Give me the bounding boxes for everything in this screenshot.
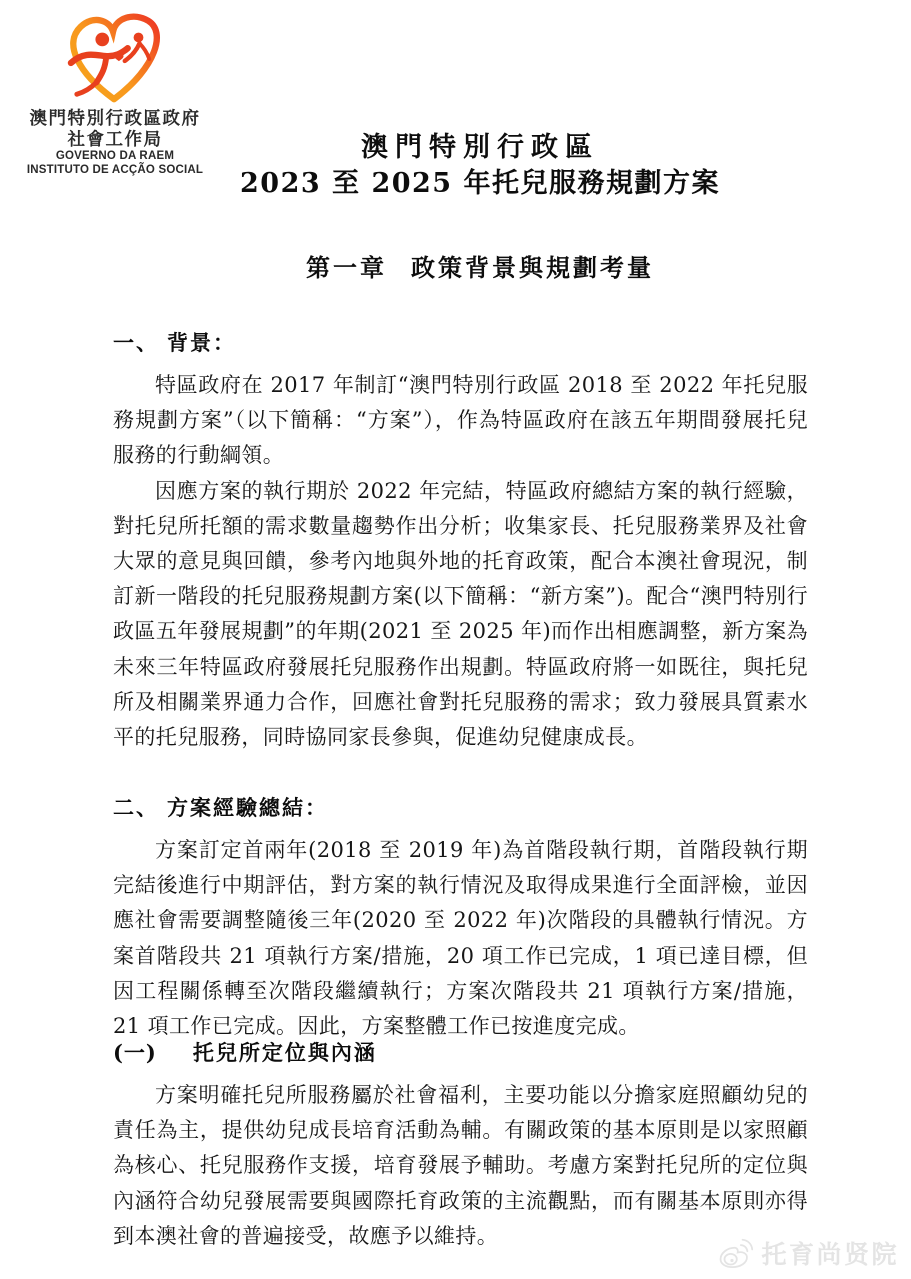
paragraph: 特區政府在 2017 年制訂“澳門特別行政區 2018 至 2022 年托兒服務規劃方案”（以下簡稱：“方案”），作為特區政府在該五年期間發展托兒服務的行動綱領。 xyxy=(113,373,808,468)
section-1-title: 背景： xyxy=(167,330,236,355)
subsection-1-heading xyxy=(113,1036,808,1070)
subsection-positioning xyxy=(113,1036,808,1254)
subsection-1-number: (一) xyxy=(113,1040,157,1065)
section-2-heading xyxy=(113,791,808,825)
org-name-pt-line1: GOVERNO DA RAEM xyxy=(55,150,175,162)
document-title xyxy=(140,130,820,202)
document-title-line1: 澳門特別行政區 xyxy=(361,132,599,163)
subsection-1-title: 托兒所定位與內涵 xyxy=(192,1040,377,1065)
paragraph: 方案明確托兒所服務屬於社會福利，主要功能以分擔家庭照顧幼兒的責任為主，提供幼兒成長培育活動為輔。有關政策的基本原則是以家照顧為核心、托兒服務作支援，培育發展予輔助。考慮方案對托兒所的定位與內涵符合幼兒發展需要與國際托育政策的主流觀點，而有關基本原則亦得到本澳社會的普遍接受，故應予以維持。 xyxy=(113,1083,808,1248)
heart-figures-logo-icon xyxy=(56,12,174,106)
chapter-heading xyxy=(140,248,820,283)
org-name-zh-line2: 社會工作局 xyxy=(67,129,163,149)
org-name-zh-line1: 澳門特別行政區政府 xyxy=(29,108,201,128)
section-plan-summary xyxy=(113,791,808,1044)
chapter-number: 第一章 xyxy=(306,253,387,282)
section-2-number: 二、 xyxy=(113,795,159,820)
org-name-pt-line2: INSTITUTO DE ACÇÃO SOCIAL xyxy=(26,163,204,176)
document-title-line2: 2023 至 2025 年托兒服務規劃方案 xyxy=(240,168,720,199)
chapter-title: 政策背景與規劃考量 xyxy=(411,253,654,282)
section-1-heading xyxy=(113,326,808,360)
paragraph: 因應方案的執行期於 2022 年完結，特區政府總結方案的執行經驗，對托兒所托額的需求數量趨勢作出分析；收集家長、托兒服務業界及社會大眾的意見與回饋，參考內地與外地的托育政策，配合本澳社會現況，制訂新一階段的托兒服務規劃方案(以下簡稱：“新方案”)。配合“澳門特別行政區五年發展規劃”的年期(2021 至 2025 年)而作出相應調整，新方案為未來三年特區政府發展托兒服務作出規劃。特區政府將一如既往，與托兒所及相關業界通力合作，回應社會對托兒服務的需求；致力發展具質素水平的托兒服務，同時協同家長參與，促進幼兒健康成長。 xyxy=(113,478,808,750)
section-background xyxy=(113,326,808,755)
paragraph: 方案訂定首兩年(2018 至 2019 年)為首階段執行期，首階段執行期完結後進行中期評估，對方案的執行情況及取得成果進行全面評檢，並因應社會需要調整隨後三年(2020 至 2022 年)次階段的具體執行情況。方案首階段共 21 項執行方案/措施，20 項工作已完成，1 項已達目標，但因工程關係轉至次階段繼續執行；方案次階段共 21 項執行方案/措施，21 項工作已完成。因此，方案整體工作已按進度完成。 xyxy=(113,838,808,1039)
section-2-title: 方案經驗總結： xyxy=(167,795,328,820)
weibo-icon xyxy=(717,1237,754,1269)
watermark-text: 托育尚贤院 xyxy=(761,1241,899,1269)
watermark xyxy=(717,1235,899,1271)
section-1-number: 一、 xyxy=(113,330,159,355)
